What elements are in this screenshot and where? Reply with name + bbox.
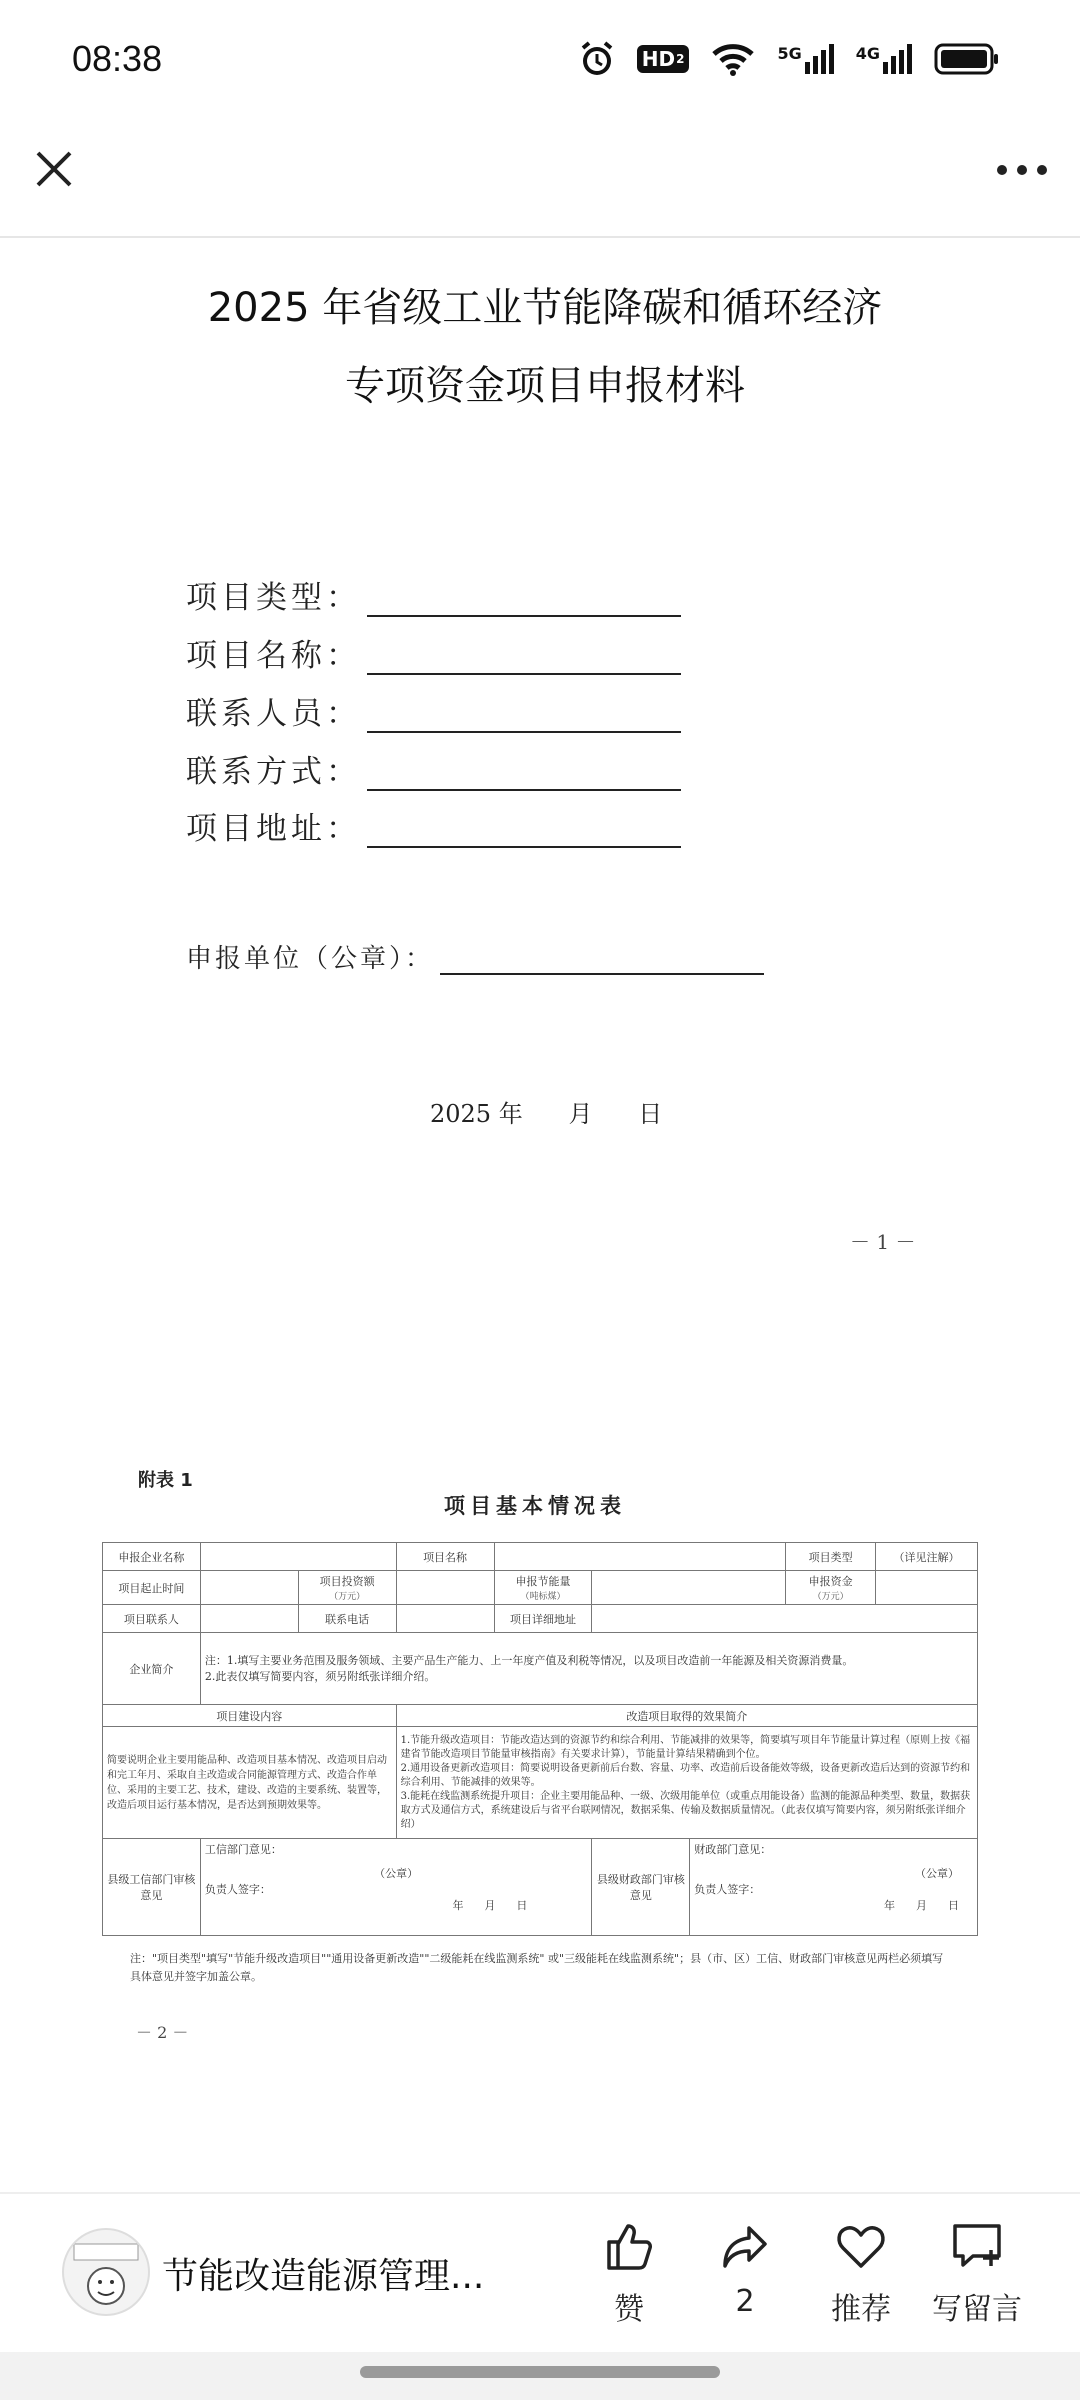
page-number-1: － 1 － xyxy=(850,1230,916,1254)
comment-button[interactable] xyxy=(922,2218,1032,2328)
table-cell: 项目建设内容 xyxy=(103,1705,397,1727)
field-applicant-unit: 申报单位（公章）： xyxy=(186,938,764,975)
like-label: 赞 xyxy=(614,2292,644,2327)
wifi-icon xyxy=(711,42,755,76)
table-cell: 1.节能升级改造项目：节能改造达到的资源节约和综合利用、节能减排的效果等，简要填写项目年节能量计算过程（原则上按《福建省节能改造项目节能量审核指南》有关要求计算），节能量计算结果精确到个位。 2.通用设备更新改造项目：简要说明设备更新前后台数、容量、功率、改造前后设备能效等级，设备更新改造后达到的资源节约和综合利用、节能减排的效果等。 3.能耗在线监测系统提升项目：企业主要用能品种、一级、次级用能单位（或重点用能设备）监测的能源品种类型、数量，数据获取方式及通信方式，系统建设后与省平台联网情况，数据采集、传输及数据质量情况。（此表仅填写简要内容，须另附纸张详细介绍） xyxy=(396,1727,977,1839)
share-icon xyxy=(717,2218,773,2274)
more-icon[interactable] xyxy=(992,150,1052,190)
account-title[interactable]: 节能改造能源管理... xyxy=(162,2256,485,2297)
like-button[interactable] xyxy=(574,2218,684,2328)
thumbs-up-icon xyxy=(601,2218,657,2274)
alarm-icon xyxy=(579,40,615,78)
table-row xyxy=(103,1705,978,1727)
share-count: 2 xyxy=(735,2284,755,2319)
recommend-label: 推荐 xyxy=(831,2292,891,2327)
avatar-face-icon xyxy=(64,2230,148,2314)
table-cell: 项目详细地址 xyxy=(494,1605,592,1633)
table-note: 注："项目类型"填写"节能升级改造项目""通用设备更新改造""二级能耗在线监测系统" 或"三级能耗在线监测系统"；县（市、区）工信、财政部门审核意见两栏必须填写具体意见并签字加盖公章。 xyxy=(130,1952,944,1983)
table-cell: 申报资金 （万元） xyxy=(786,1571,876,1605)
status-icons xyxy=(579,40,1000,78)
field-project-type: 项目类型： xyxy=(186,572,681,617)
status-time: 08:38 xyxy=(72,38,163,79)
doc-title-line1: 2025 年省级工业节能降碳和循环经济 xyxy=(207,285,883,331)
page-number-2: － 2 － xyxy=(136,2023,189,2042)
table-cell: 企业简介 xyxy=(103,1633,201,1705)
comment-label: 写留言 xyxy=(932,2292,1022,2327)
table-cell: （详见注解） xyxy=(876,1543,978,1571)
attachment-label: 附表 1 xyxy=(138,1470,193,1491)
table-row xyxy=(103,1571,978,1605)
project-info-table xyxy=(102,1542,978,1936)
field-contact-info: 联系方式： xyxy=(186,746,681,791)
table-cell: 项目类型 xyxy=(786,1543,876,1571)
table-cell: 财政部门意见： （公章） 负责人签字： 年 月 日 xyxy=(690,1839,978,1936)
table-cell: 申报节能量 （吨标煤） xyxy=(494,1571,592,1605)
doc-title-line2: 专项资金项目申报材料 xyxy=(345,363,745,409)
table-cell: 项目投资额 （万元） xyxy=(298,1571,396,1605)
table-cell: 县级财政部门审核意见 xyxy=(592,1839,690,1936)
table-cell: 联系电话 xyxy=(298,1605,396,1633)
date-line: 2025 年 月 日 xyxy=(430,1100,663,1128)
table-row xyxy=(103,1727,978,1839)
table-cell: 项目名称 xyxy=(396,1543,494,1571)
field-project-address: 项目地址： xyxy=(186,803,681,848)
signal-4g-icon: 4G xyxy=(856,44,912,74)
table-cell: 项目联系人 xyxy=(103,1605,201,1633)
table-cell: 申报企业名称 xyxy=(103,1543,201,1571)
table-cell: 改造项目取得的效果简介 xyxy=(396,1705,977,1727)
table-row xyxy=(103,1839,978,1936)
table-cell: 简要说明企业主要用能品种、改造项目基本情况、改造项目启动和完工年月、采取自主改造或合同能源管理方式、改造合作单位、采用的主要工艺、技术，建设、改造的主要系统、装置等，改造后项目运行基本情况，是否达到预期效果等。 xyxy=(103,1727,397,1839)
home-indicator[interactable] xyxy=(360,2366,720,2378)
table-row xyxy=(103,1605,978,1633)
heart-icon xyxy=(833,2218,889,2274)
recommend-button[interactable] xyxy=(806,2218,916,2328)
table-cell: 工信部门意见： （公章） 负责人签字： 年 月 日 xyxy=(200,1839,592,1936)
table-title: 项目基本情况表 xyxy=(444,1494,626,1518)
top-navbar xyxy=(0,120,1080,238)
battery-icon xyxy=(934,43,1000,75)
close-icon[interactable] xyxy=(30,145,78,193)
field-project-name: 项目名称： xyxy=(186,630,681,675)
hd-icon: HD 2 xyxy=(637,45,690,73)
signal-5g-icon: 5G xyxy=(777,44,833,74)
table-cell: 县级工信部门审核意见 xyxy=(103,1839,201,1936)
share-button[interactable] xyxy=(690,2218,800,2319)
table-row xyxy=(103,1543,978,1571)
avatar[interactable] xyxy=(62,2228,150,2316)
table-cell: 注：1.填写主要业务范围及服务领域、主要产品生产能力、上一年度产值及利税等情况，以及项目改造前一年能源及相关资源消费量。 2.此表仅填写简要内容，须另附纸张详细介绍。 xyxy=(200,1633,977,1705)
field-contact-person: 联系人员： xyxy=(186,688,681,733)
table-row xyxy=(103,1633,978,1705)
comment-icon xyxy=(949,2218,1005,2274)
table-cell: 项目起止时间 xyxy=(103,1571,201,1605)
